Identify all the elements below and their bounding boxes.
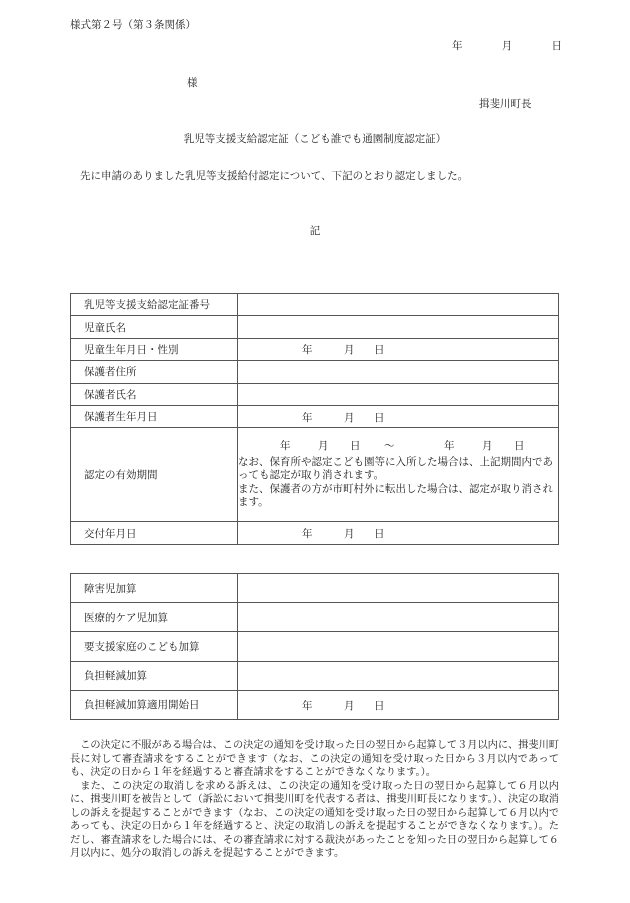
row-value[interactable] [238, 522, 559, 544]
addressee-suffix: 様 [187, 77, 198, 89]
ki-heading: 記 [309, 225, 321, 237]
row-label: 乳児等支援支給認定証番号 [71, 294, 238, 316]
date-month-unit: 月 [344, 699, 355, 712]
date-day-unit: 日 [350, 439, 361, 452]
date-month-unit: 月 [344, 528, 355, 541]
range-tilde: ～ [384, 439, 395, 452]
date-day-unit: 日 [374, 528, 385, 541]
table-row [71, 361, 559, 383]
table-row [71, 338, 559, 360]
row-label: 要支援家庭のこども加算 [71, 632, 238, 661]
validity-period-cell[interactable] [238, 428, 559, 522]
certificate-table [70, 293, 559, 545]
table-row [71, 574, 559, 603]
table-row [71, 661, 559, 690]
date-month-unit: 月 [344, 344, 355, 357]
row-value[interactable] [238, 690, 559, 719]
date-year-unit: 年 [452, 40, 463, 52]
date-field [238, 410, 558, 424]
table-row [71, 294, 559, 316]
row-value[interactable] [238, 632, 559, 661]
date-year-unit: 年 [302, 344, 313, 357]
row-value[interactable] [238, 405, 559, 427]
row-label: 認定の有効期間 [71, 428, 238, 522]
date-day-unit: 日 [514, 439, 525, 452]
validity-period-range [238, 440, 558, 455]
date-day-unit: 日 [374, 699, 385, 712]
row-label: 保護者氏名 [71, 383, 238, 405]
form-number: 様式第２号（第３条関係） [70, 19, 196, 31]
appeal-note: この決定に不服がある場合は、この決定の通知を受け取った日の翌日から起算して３月以内に、揖斐川町長に対して審査請求をすることができます（なお、この決定の通知を受け取った日から３月以内であっても、決定の日から１年を経過すると審査請求をすることができなくなります。）。 [70, 740, 559, 778]
table-row [71, 316, 559, 338]
row-label: 保護者生年月日 [71, 405, 238, 427]
appeal-note: また、この決定の取消しを求める訴えは、この決定の通知を受け取った日の翌日から起算して６月以内に、揖斐川町を被告として（訴訟において揖斐川町を代表する者は、揖斐川町長になります。）、決定の取消しの訴えを提起することができます（なお、この決定の通知を受け取った日の翌日から起算して６月以内であっても、決定の日から１年を経過すると、決定の取消しの訴えを提起することができなくなります。）。ただし、審査請求をした場合には、その審査請求に対する裁決があったことを知った日の翌日から起算して６月以内に、処分の取消しの訴えを提起することができます。 [70, 780, 559, 859]
row-value[interactable] [238, 361, 559, 383]
table-row [71, 632, 559, 661]
table-row [71, 428, 559, 522]
date-field [238, 342, 558, 356]
date-month-unit: 月 [344, 411, 355, 424]
intro-text: 先に申請のありました乳児等支援給付認定について、下記のとおり認定しました。 [80, 170, 469, 182]
date-day-unit: 日 [374, 344, 385, 357]
date-month-unit: 月 [482, 439, 493, 452]
document-date [452, 38, 562, 53]
date-year-unit: 年 [302, 411, 313, 424]
row-value[interactable] [238, 603, 559, 632]
row-value[interactable] [238, 294, 559, 316]
table-row [71, 383, 559, 405]
row-value[interactable] [238, 338, 559, 360]
document-title: 乳児等支援支給認定証（こども誰でも通園制度認定証） [183, 133, 447, 145]
date-field [238, 526, 558, 540]
row-label: 保護者住所 [71, 361, 238, 383]
row-label: 負担軽減加算適用開始日 [71, 690, 238, 719]
row-value[interactable] [238, 316, 559, 338]
row-label: 児童氏名 [71, 316, 238, 338]
issuer-name: 揖斐川町長 [479, 98, 532, 110]
table-row [71, 690, 559, 719]
date-year-unit: 年 [302, 699, 313, 712]
table-row [71, 405, 559, 427]
validity-note: なお、保育所や認定こども園等に入所した場合は、上記期間内であっても認定が取り消されます。 [238, 455, 553, 482]
table-row [71, 603, 559, 632]
row-label: 障害児加算 [71, 574, 238, 603]
additions-table [70, 573, 559, 720]
row-label: 児童生年月日・性別 [71, 338, 238, 360]
date-year-unit: 年 [280, 439, 291, 452]
row-label: 負担軽減加算 [71, 661, 238, 690]
date-month-unit: 月 [501, 40, 513, 52]
row-value[interactable] [238, 574, 559, 603]
row-label: 医療的ケア児加算 [71, 603, 238, 632]
date-day-unit: 日 [551, 40, 562, 52]
appeal-notes [70, 739, 559, 861]
table-row [71, 522, 559, 544]
row-value[interactable] [238, 383, 559, 405]
row-value[interactable] [238, 661, 559, 690]
date-month-unit: 月 [318, 439, 329, 452]
date-year-unit: 年 [444, 439, 455, 452]
validity-note: また、保護者の方が市町村外に転出した場合は、認定が取り消されます。 [238, 482, 553, 509]
date-field [238, 698, 558, 712]
date-day-unit: 日 [374, 411, 385, 424]
row-label: 交付年月日 [71, 522, 238, 544]
date-year-unit: 年 [302, 528, 313, 541]
